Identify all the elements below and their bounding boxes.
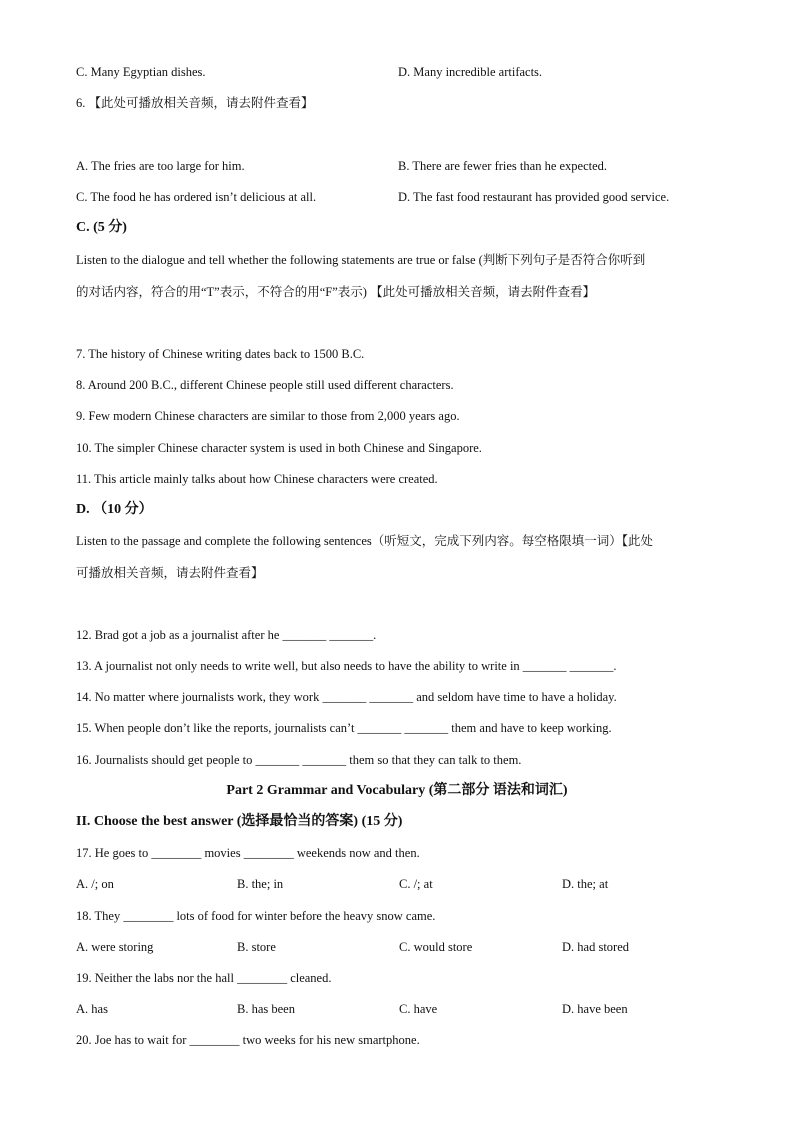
q17-stem: 17. He goes to ________ movies ________ weekends now and then. bbox=[76, 846, 420, 860]
q19-option-b: B. has been bbox=[237, 1002, 295, 1016]
list-item: 16. Journalists should get people to _______ _______ them so that they can talk to them. bbox=[76, 753, 522, 767]
list-item: 15. When people don’t like the reports, journalists can’t _______ _______ them and have to keep working. bbox=[76, 721, 612, 735]
section-ii-heading: II. Choose the best answer (选择最恰当的答案) (15 分) bbox=[76, 814, 403, 829]
list-item: 13. A journalist not only needs to write well, but also needs to have the ability to write in _______ _______. bbox=[76, 659, 617, 673]
section-c-heading: C. (5 分) bbox=[76, 220, 127, 235]
q18-stem: 18. They ________ lots of food for winter before the heavy snow came. bbox=[76, 909, 436, 923]
section-c-instruction-1: Listen to the dialogue and tell whether the following statements are true or false (判断下列句子是否符合你听到 bbox=[76, 253, 646, 267]
q18-option-a: A. were storing bbox=[76, 940, 154, 954]
section-d-heading: D. （10 分） bbox=[76, 502, 153, 517]
q17-option-d: D. the; at bbox=[562, 877, 609, 891]
list-item: 11. This article mainly talks about how Chinese characters were created. bbox=[76, 472, 438, 486]
q19-option-d: D. have been bbox=[562, 1002, 628, 1016]
section-d-instruction-2: 可播放相关音频，请去附件查看】 bbox=[76, 566, 264, 580]
q19-stem: 19. Neither the labs nor the hall ________ cleaned. bbox=[76, 971, 332, 985]
q17-option-a: A. /; on bbox=[76, 877, 114, 891]
list-item: 9. Few modern Chinese characters are similar to those from 2,000 years ago. bbox=[76, 409, 460, 423]
section-c-instruction-2: 的对话内容，符合的用“T”表示，不符合的用“F”表示) 【此处可播放相关音频，请去附件查看】 bbox=[76, 285, 596, 299]
q19-option-a: A. has bbox=[76, 1002, 108, 1016]
q5-option-c: C. Many Egyptian dishes. bbox=[76, 65, 206, 79]
q17-option-c: C. /; at bbox=[399, 877, 433, 891]
q17-option-b: B. the; in bbox=[237, 877, 284, 891]
q6-stem: 6. 【此处可播放相关音频，请去附件查看】 bbox=[76, 96, 314, 110]
q5-option-d: D. Many incredible artifacts. bbox=[398, 65, 543, 79]
q20-stem: 20. Joe has to wait for ________ two weeks for his new smartphone. bbox=[76, 1033, 420, 1047]
q6-option-a: A. The fries are too large for him. bbox=[76, 159, 245, 173]
q18-option-c: C. would store bbox=[399, 940, 473, 954]
section-d-instruction-1: Listen to the passage and complete the following sentences（听短文，完成下列内容。每空格限填一词）【此处 bbox=[76, 534, 653, 548]
q6-option-d: D. The fast food restaurant has provided good service. bbox=[398, 190, 670, 204]
part2-title: Part 2 Grammar and Vocabulary (第二部分 语法和词汇) bbox=[226, 783, 568, 798]
q19-option-c: C. have bbox=[399, 1002, 438, 1016]
list-item: 12. Brad got a job as a journalist after he _______ _______. bbox=[76, 628, 377, 642]
q6-option-b: B. There are fewer fries than he expected. bbox=[398, 159, 608, 173]
q18-option-d: D. had stored bbox=[562, 940, 629, 954]
list-item: 7. The history of Chinese writing dates back to 1500 B.C. bbox=[76, 347, 365, 361]
list-item: 8. Around 200 B.C., different Chinese people still used different characters. bbox=[76, 378, 454, 392]
list-item: 14. No matter where journalists work, they work _______ _______ and seldom have time to have a holiday. bbox=[76, 690, 617, 704]
q6-option-c: C. The food he has ordered isn’t delicious at all. bbox=[76, 190, 317, 204]
list-item: 10. The simpler Chinese character system is used in both Chinese and Singapore. bbox=[76, 441, 482, 455]
q18-option-b: B. store bbox=[237, 940, 276, 954]
